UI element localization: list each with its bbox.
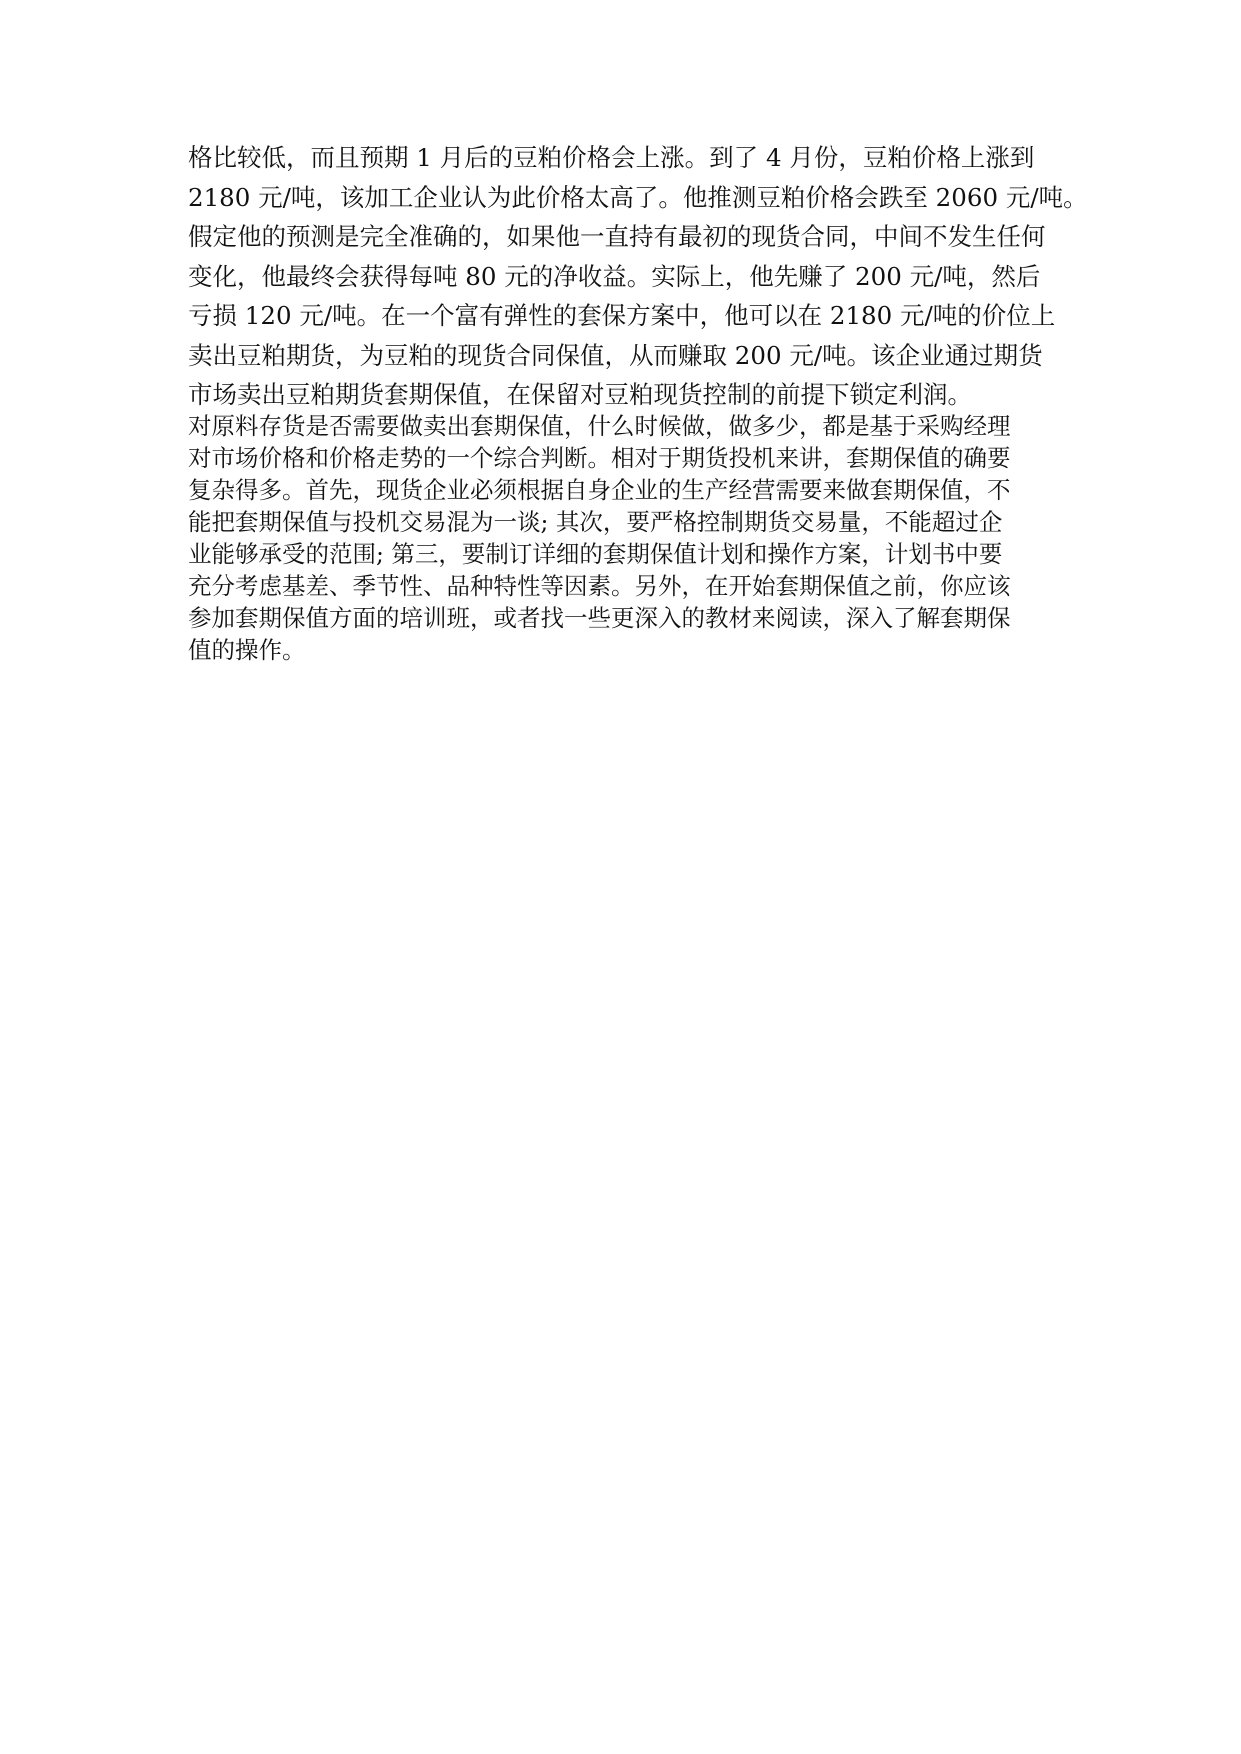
text-line: 复杂得多。首先，现货企业必须根据自身企业的生产经营需要来做套期保值，不 <box>188 476 1011 504</box>
text-line: 值的操作。 <box>188 636 306 664</box>
text-line: 充分考虑基差、季节性、品种特性等因素。另外，在开始套期保值之前，你应该 <box>188 572 1011 600</box>
text-line: 业能够承受的范围; 第三，要制订详细的套期保值计划和操作方案，计划书中要 <box>188 540 1003 568</box>
text-line: 假定他的预测是完全准确的，如果他一直持有最初的现货合同，中间不发生任何 <box>188 222 1046 251</box>
text-line: 亏损 120 元/吨。在一个富有弹性的套保方案中，他可以在 2180 元/吨的价位上 <box>188 301 1056 330</box>
text-line: 2180 元/吨，该加工企业认为此价格太高了。他推测豆粕价格会跌至 2060 元/吨。 <box>188 183 1088 212</box>
text-line: 能把套期保值与投机交易混为一谈; 其次，要严格控制期货交易量，不能超过企 <box>188 508 1003 536</box>
text-line: 市场卖出豆粕期货套期保值，在保留对豆粕现货控制的前提下锁定利润。 <box>188 380 972 409</box>
text-line: 对市场价格和价格走势的一个综合判断。相对于期货投机来讲，套期保值的确要 <box>188 444 1011 472</box>
text-line: 参加套期保值方面的培训班，或者找一些更深入的教材来阅读，深入了解套期保 <box>188 604 1011 632</box>
text-line: 格比较低，而且预期 1 月后的豆粕价格会上涨。到了 4 月份，豆粕价格上涨到 <box>188 143 1035 172</box>
text-line: 卖出豆粕期货，为豆粕的现货合同保值，从而赚取 200 元/吨。该企业通过期货 <box>188 341 1043 370</box>
text-line: 对原料存货是否需要做卖出套期保值，什么时候做，做多少，都是基于采购经理 <box>188 412 1011 440</box>
text-line: 变化，他最终会获得每吨 80 元的净收益。实际上，他先赚了 200 元/吨，然后 <box>188 262 1041 291</box>
